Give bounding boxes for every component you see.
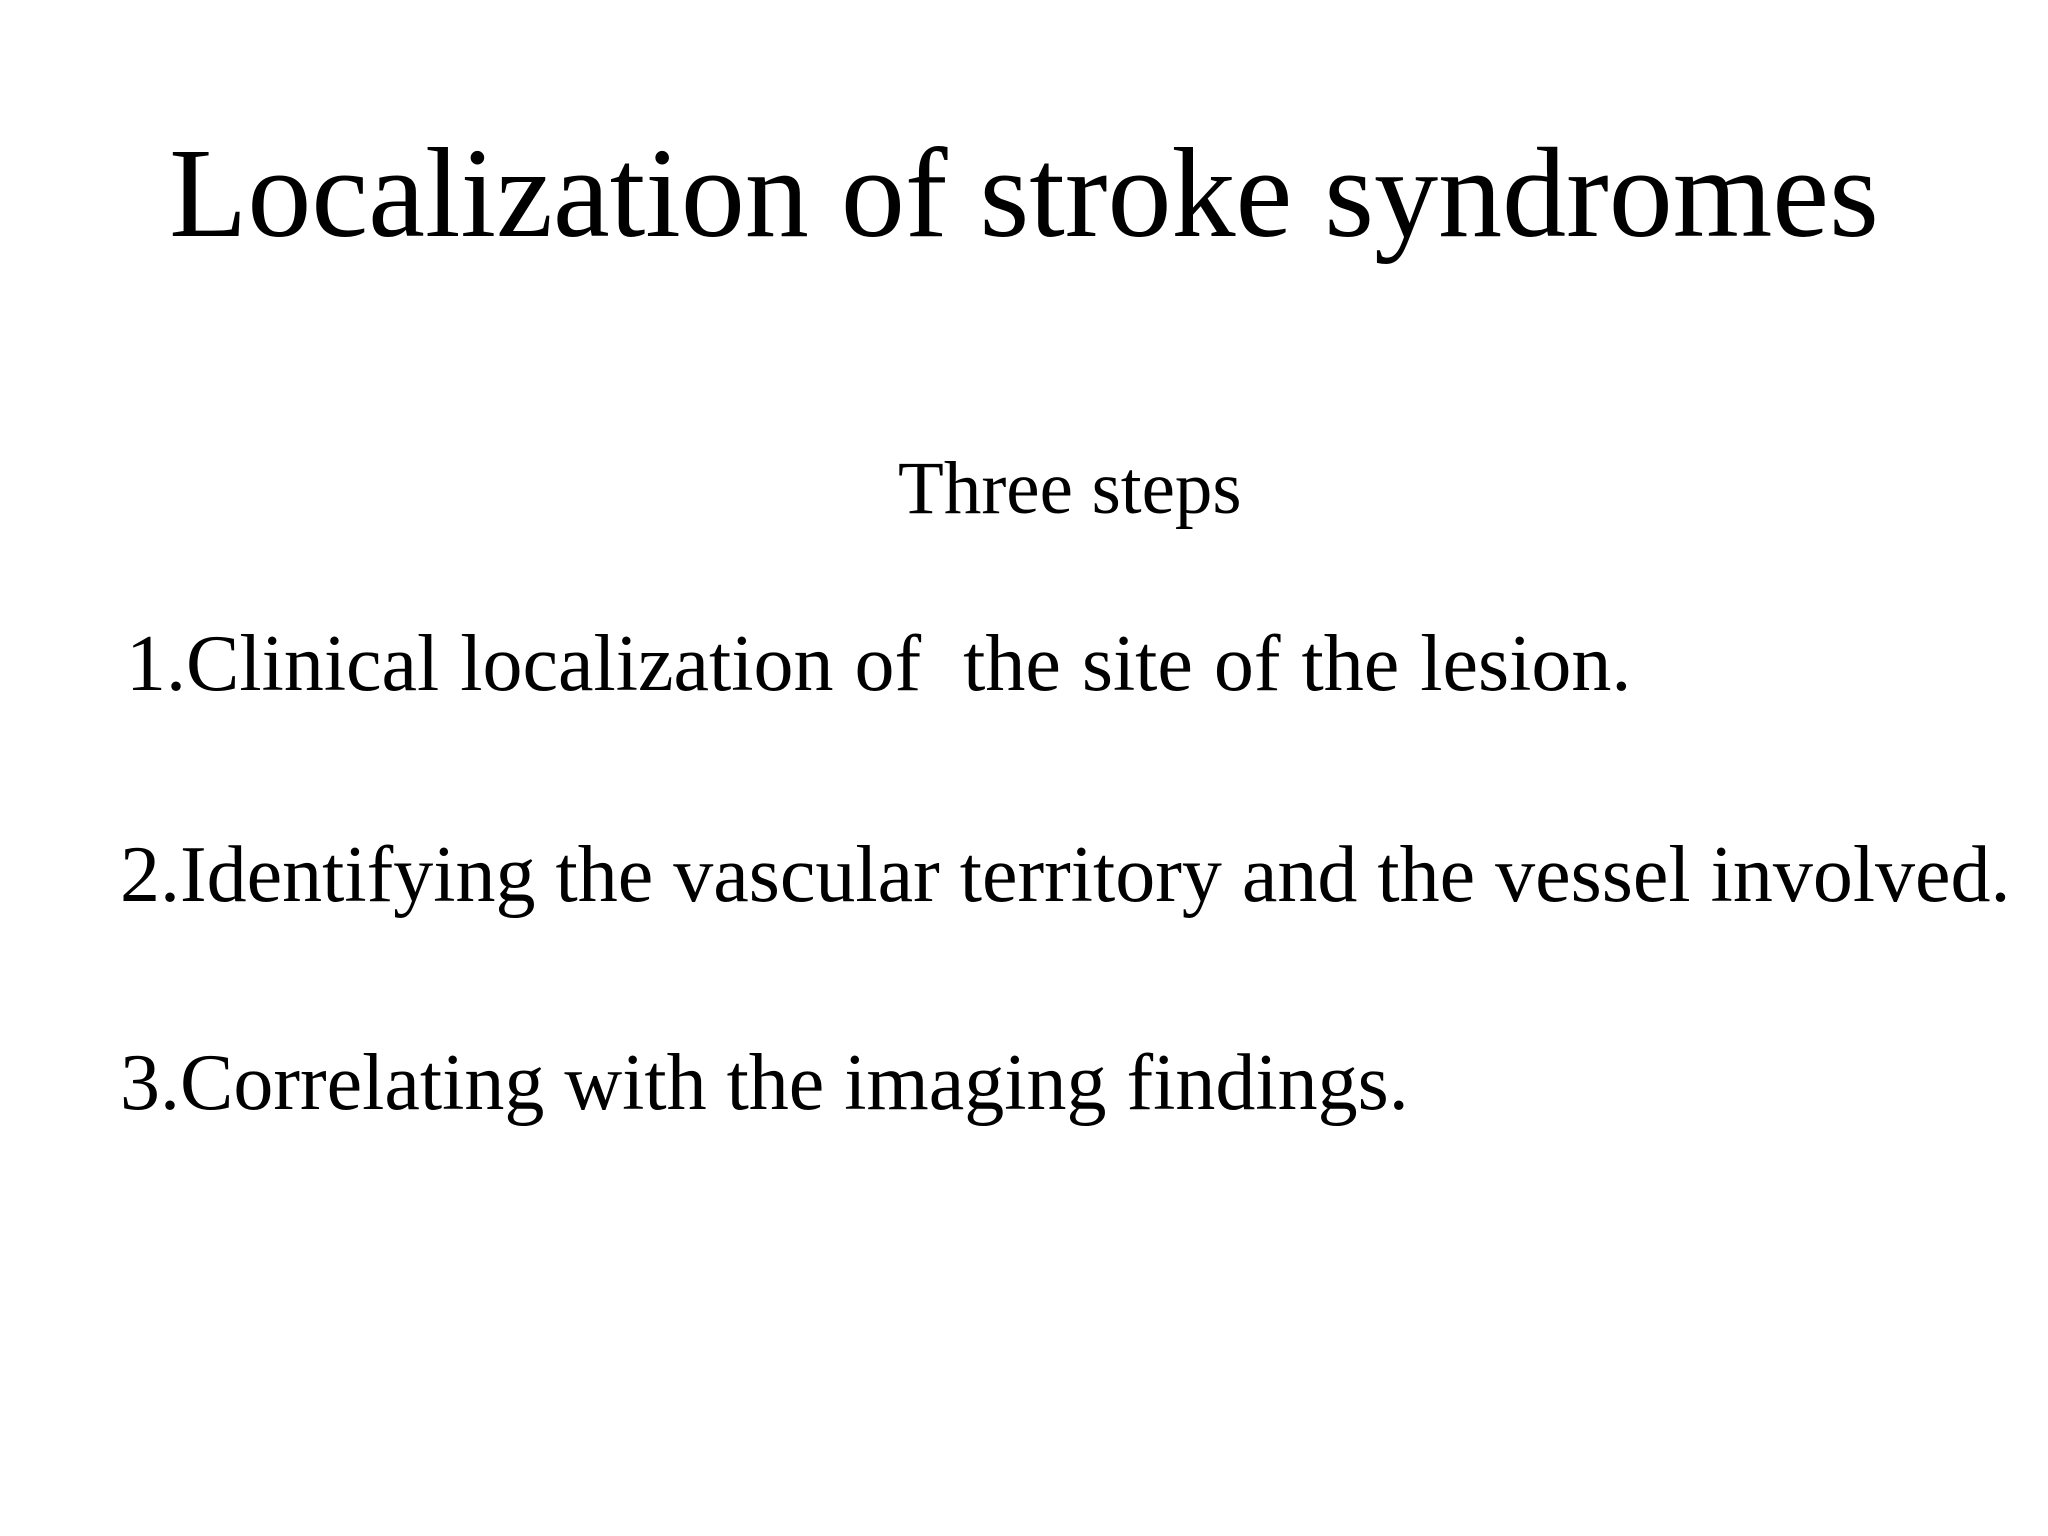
step-item-1: 1.Clinical localization of the site of the lesion. bbox=[126, 620, 1632, 708]
step-item-2: 2.Identifying the vascular territory and the vessel involved. bbox=[120, 831, 2011, 919]
slide-subtitle: Three steps bbox=[898, 447, 1242, 530]
step-item-3: 3.Correlating with the imaging findings. bbox=[120, 1039, 1409, 1127]
slide-title: Localization of stroke syndromes bbox=[169, 122, 1879, 264]
